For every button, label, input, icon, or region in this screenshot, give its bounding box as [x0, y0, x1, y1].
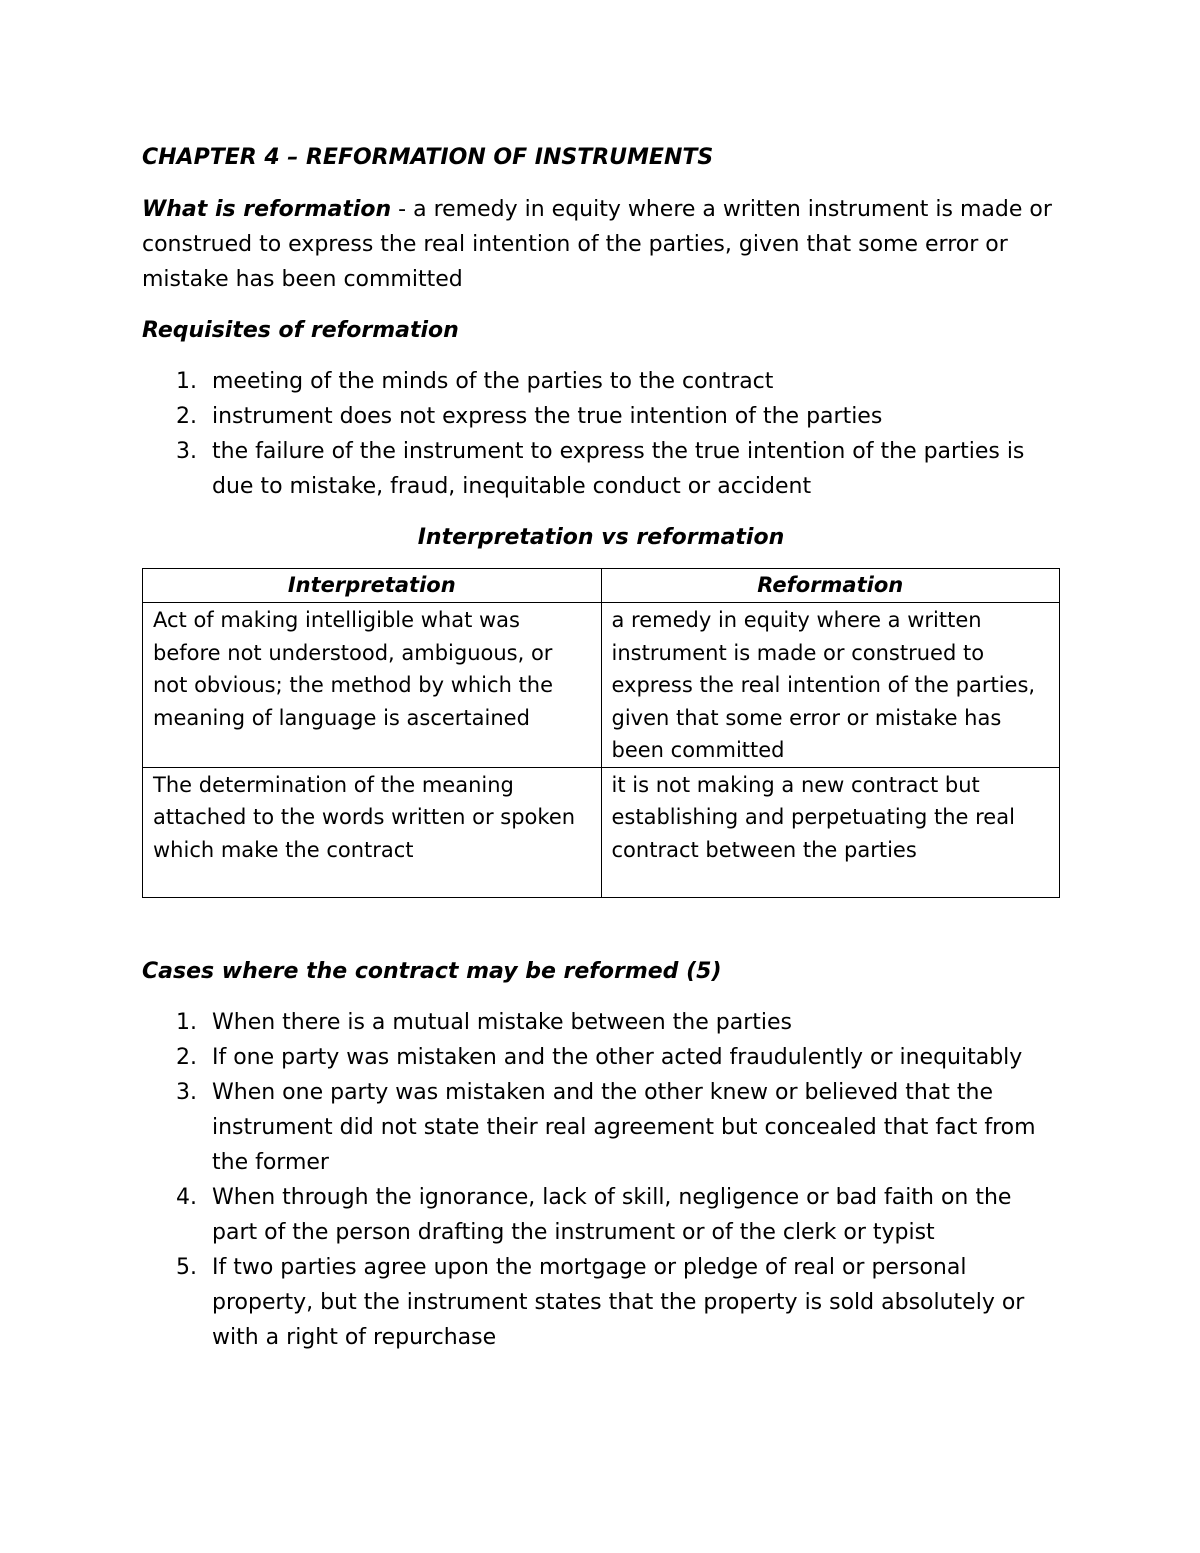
definition-text: a remedy in equity where a written instrument is made or construed to express the real intention of the parties, given that some error or mistake has been committed [142, 197, 1052, 292]
list-item-text: If two parties agree upon the mortgage or pledge of real or personal property, but the instrument states that the property is sold absolutely or with a right of repurchase [212, 1254, 1025, 1350]
list-item-number: 5. [176, 1254, 197, 1280]
list-item [142, 1180, 1060, 1250]
table-row [143, 603, 1060, 768]
list-item-number: 4. [176, 1184, 197, 1210]
list-item-text: When there is a mutual mistake between the parties [212, 1009, 792, 1035]
definition-separator: - [391, 197, 414, 222]
list-item-number: 1. [176, 1009, 197, 1035]
list-item-text: When one party was mistaken and the other knew or believed that the instrument did not state their real agreement but concealed that fact from the former [212, 1079, 1036, 1175]
list-item [142, 1005, 1060, 1040]
list-item [142, 1250, 1060, 1355]
cases-heading: Cases where the contract may be reformed (5) [142, 958, 722, 984]
column-header-reformation: Reformation [601, 569, 1060, 603]
definition-paragraph [142, 192, 1060, 297]
list-item [142, 399, 1060, 434]
list-item [142, 1040, 1060, 1075]
list-item-text: meeting of the minds of the parties to the contract [212, 369, 774, 394]
list-item-number: 3. [176, 1079, 197, 1105]
list-item-text: If one party was mistaken and the other acted fraudulently or inequitably [212, 1044, 1023, 1070]
comparison-heading: Interpretation vs reformation [417, 525, 785, 550]
list-item [142, 364, 1060, 399]
list-item-number: 3. [176, 439, 197, 464]
table-cell: it is not making a new contract but establishing and perpetuating the real contract between the parties [601, 767, 1060, 897]
requisites-list [142, 364, 1060, 504]
list-item-text: instrument does not express the true intention of the parties [212, 404, 883, 429]
comparison-table [142, 568, 1060, 898]
table-cell: a remedy in equity where a written instrument is made or construed to express the real intention of the parties, given that some error or mistake has been committed [601, 603, 1060, 768]
list-item-number: 2. [176, 1044, 197, 1070]
definition-term: What is reformation [142, 197, 392, 222]
table-row [143, 767, 1060, 897]
list-item-text: When through the ignorance, lack of skill, negligence or bad faith on the part of the person drafting the instrument or of the clerk or typist [212, 1184, 1012, 1245]
chapter-title: CHAPTER 4 – REFORMATION OF INSTRUMENTS [142, 145, 714, 170]
spacer [142, 898, 1060, 954]
list-item-number: 1. [176, 369, 197, 394]
cases-list [142, 1005, 1060, 1355]
requisites-heading: Requisites of reformation [142, 318, 459, 343]
table-cell: The determination of the meaning attached to the words written or spoken which make the contract [143, 767, 602, 897]
list-item-number: 2. [176, 404, 197, 429]
column-header-interpretation: Interpretation [143, 569, 602, 603]
document-page [142, 140, 1060, 1371]
table-cell: Act of making intelligible what was before not understood, ambiguous, or not obvious; the method by which the meaning of language is ascertained [143, 603, 602, 768]
list-item [142, 434, 1060, 504]
table-header-row [143, 569, 1060, 603]
list-item [142, 1075, 1060, 1180]
list-item-text: the failure of the instrument to express the true intention of the parties is due to mistake, fraud, inequitable conduct or accident [212, 439, 1025, 499]
